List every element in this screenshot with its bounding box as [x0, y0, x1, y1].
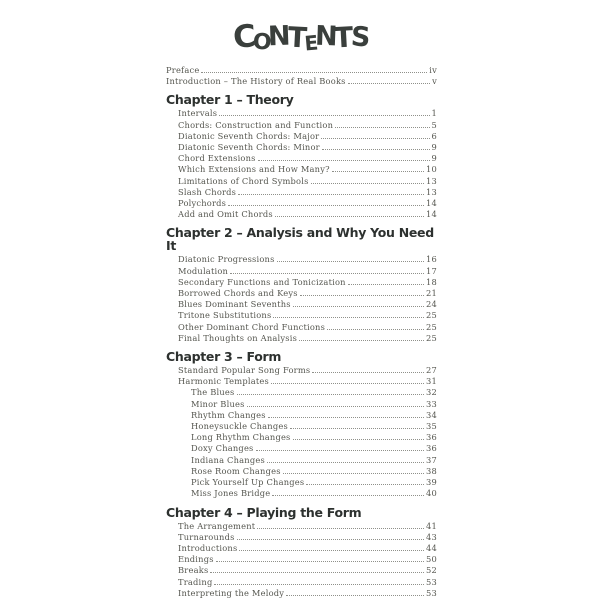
toc-entry-label: Secondary Functions and Tonicization — [178, 276, 346, 287]
toc-row — [166, 387, 437, 398]
toc-row — [166, 322, 437, 333]
toc-entry-label: The Blues — [191, 387, 235, 398]
chapter-sections — [166, 93, 437, 599]
dotted-leader — [267, 461, 424, 463]
dotted-leader — [237, 393, 425, 395]
toc-entry-label: Doxy Changes — [191, 443, 254, 454]
dotted-leader — [201, 71, 427, 73]
toc-page-number: 31 — [426, 376, 437, 387]
toc-row — [166, 455, 437, 466]
logo-letter: S — [349, 21, 372, 54]
toc-entry-label: Borrowed Chords and Keys — [178, 288, 298, 299]
toc-entry-label: Miss Jones Bridge — [191, 488, 271, 499]
dotted-leader — [300, 294, 424, 296]
toc-page-number: v — [432, 76, 437, 87]
toc-row — [166, 565, 437, 576]
dotted-leader — [306, 483, 424, 485]
toc-page-number: 25 — [426, 321, 437, 332]
dotted-leader — [322, 148, 430, 150]
dotted-leader — [348, 283, 424, 285]
dotted-leader — [230, 272, 424, 274]
toc-page-number: 21 — [426, 288, 437, 299]
logo-letter: C — [231, 18, 258, 56]
toc-page-number: 36 — [426, 432, 437, 443]
toc-page-number: 18 — [426, 276, 437, 287]
toc-row — [166, 421, 437, 432]
toc-entry-label: The Arrangement — [178, 520, 256, 531]
toc-row — [166, 153, 437, 164]
toc-page-number: 14 — [426, 209, 437, 220]
dotted-leader — [293, 305, 424, 307]
chapter-item-list — [166, 254, 437, 344]
toc-page-number: 13 — [426, 186, 437, 197]
dotted-leader — [335, 126, 429, 128]
dotted-leader — [268, 416, 424, 418]
chapter-title: Chapter 4 – Playing the Form — [166, 504, 362, 520]
chapter-item-list — [166, 108, 437, 220]
toc-entry-label: Introduction – The History of Real Books — [166, 76, 346, 87]
toc-entry-label: Tritone Substitutions — [178, 310, 272, 321]
dotted-leader — [290, 427, 424, 429]
toc-row — [166, 554, 437, 565]
toc-page-number: 36 — [426, 443, 437, 454]
toc-row — [166, 376, 437, 387]
logo-letter: T — [333, 20, 355, 55]
toc-page-number: 16 — [426, 254, 437, 265]
toc-entry-label: Diatonic Seventh Chords: Major — [178, 130, 320, 141]
toc-entry-label: Harmonic Templates — [178, 376, 269, 387]
toc-entry-label: Modulation — [178, 265, 229, 276]
toc-row — [166, 399, 437, 410]
front-matter-list — [166, 65, 437, 87]
toc-entry-label: Intervals — [178, 108, 218, 119]
dotted-leader — [332, 170, 424, 172]
toc-page-number: 53 — [426, 576, 437, 587]
toc-entry-label: Endings — [178, 554, 214, 565]
toc-row — [166, 443, 437, 454]
toc-row — [166, 466, 437, 477]
toc-entry-label: Turnarounds — [178, 531, 235, 542]
toc-entry-label: Interpreting the Melody — [178, 587, 285, 598]
toc-page-number: 43 — [426, 531, 437, 542]
toc-row — [166, 365, 437, 376]
toc-entry-label: Diatonic Progressions — [178, 254, 275, 265]
toc-page-number: 17 — [426, 265, 437, 276]
toc-page-number: 9 — [431, 153, 437, 164]
toc-row — [166, 488, 437, 499]
toc-page — [166, 20, 437, 599]
toc-page-number: 25 — [426, 310, 437, 321]
toc-page-number: 24 — [426, 299, 437, 310]
dotted-leader — [273, 316, 424, 318]
dotted-leader — [214, 583, 424, 585]
toc-row — [166, 521, 437, 532]
toc-row — [166, 288, 437, 299]
toc-page-number: 6 — [431, 130, 437, 141]
toc-page-number: 33 — [426, 398, 437, 409]
contents-logo — [166, 18, 437, 56]
chapter-title: Chapter 1 – Theory — [166, 92, 294, 108]
dotted-leader — [272, 494, 424, 496]
toc-row — [166, 310, 437, 321]
toc-entry-label: Slash Chords — [178, 186, 237, 197]
toc-page-number: 53 — [426, 587, 437, 598]
toc-row — [166, 76, 437, 87]
chapter-section — [166, 226, 437, 344]
toc-entry-label: Pick Yourself Up Changes — [191, 477, 305, 488]
toc-page-number: 9 — [431, 142, 437, 153]
toc-page-number: 10 — [426, 164, 437, 175]
toc-row — [166, 120, 437, 131]
dotted-leader — [277, 260, 424, 262]
toc-row — [166, 142, 437, 153]
toc-row — [166, 532, 437, 543]
toc-row — [166, 577, 437, 588]
toc-entry-label: Other Dominant Chord Functions — [178, 321, 326, 332]
toc-row — [166, 209, 437, 220]
toc-page-number: 37 — [426, 454, 437, 465]
toc-entry-label: Diatonic Seventh Chords: Minor — [178, 142, 320, 153]
toc-page-number: 35 — [426, 421, 437, 432]
dotted-leader — [228, 204, 424, 206]
toc-row — [166, 108, 437, 119]
toc-entry-label: Breaks — [178, 565, 209, 576]
toc-row — [166, 277, 437, 288]
toc-page-number: 27 — [426, 365, 437, 376]
toc-row — [166, 65, 437, 76]
toc-entry-label: Limitations of Chord Symbols — [178, 175, 309, 186]
dotted-leader — [210, 571, 424, 573]
dotted-leader — [312, 371, 424, 373]
toc-entry-label: Standard Popular Song Forms — [178, 365, 311, 376]
dotted-leader — [238, 193, 424, 195]
toc-row — [166, 477, 437, 488]
dotted-leader — [275, 215, 424, 217]
dotted-leader — [258, 159, 430, 161]
toc-page-number: 39 — [426, 477, 437, 488]
toc-page-number: 38 — [426, 465, 437, 476]
dotted-leader — [311, 182, 424, 184]
toc-row — [166, 266, 437, 277]
toc-page-number: iv — [429, 65, 437, 75]
toc-row — [166, 410, 437, 421]
toc-page-number: 14 — [426, 198, 437, 209]
toc-entry-label: Blues Dominant Sevenths — [178, 299, 291, 310]
toc-entry-label: Introductions — [178, 542, 238, 553]
chapter-section — [166, 506, 437, 599]
toc-page-number: 25 — [426, 332, 437, 343]
chapter-item-list — [166, 365, 437, 499]
toc-entry-label: Which Extensions and How Many? — [178, 164, 330, 175]
toc-row — [166, 176, 437, 187]
toc-row — [166, 432, 437, 443]
logo-letter: T — [287, 20, 308, 55]
toc-page-number: 34 — [426, 409, 437, 420]
logo-letter: E — [303, 30, 320, 56]
dotted-leader — [219, 114, 429, 116]
dotted-leader — [327, 328, 424, 330]
toc-page-number: 1 — [431, 108, 437, 119]
toc-entry-label: Preface — [166, 65, 200, 75]
dotted-leader — [239, 549, 424, 551]
toc-entry-label: Add and Omit Chords — [178, 209, 273, 220]
toc-entry-label: Final Thoughts on Analysis — [178, 332, 298, 343]
chapter-title: Chapter 2 – Analysis and Why You Need It — [166, 225, 434, 254]
toc-page-number: 13 — [426, 175, 437, 186]
dotted-leader — [348, 82, 430, 84]
dotted-leader — [321, 137, 429, 139]
toc-page-number: 52 — [426, 565, 437, 576]
logo-letter: N — [314, 20, 339, 53]
toc-entry-label: Rhythm Changes — [191, 409, 266, 420]
toc-entry-label: Chord Extensions — [178, 153, 256, 164]
toc-row — [166, 254, 437, 265]
dotted-leader — [286, 594, 424, 596]
chapter-section — [166, 93, 437, 220]
toc-entry-label: Polychords — [178, 198, 227, 209]
toc-page-number: 50 — [426, 554, 437, 565]
dotted-leader — [271, 382, 424, 384]
toc-page-number: 32 — [426, 387, 437, 398]
toc-entry-label: Minor Blues — [191, 398, 245, 409]
toc-row — [166, 131, 437, 142]
dotted-leader — [247, 405, 424, 407]
dotted-leader — [299, 339, 424, 341]
toc-entry-label: Indiana Changes — [191, 454, 265, 465]
toc-row — [166, 543, 437, 554]
dotted-leader — [256, 449, 425, 451]
toc-row — [166, 187, 437, 198]
chapter-item-list — [166, 521, 437, 599]
toc-entry-label: Rose Room Changes — [191, 465, 281, 476]
toc-page-number: 40 — [426, 488, 437, 499]
toc-page-number: 5 — [431, 119, 437, 130]
dotted-leader — [283, 472, 424, 474]
toc-page-number: 41 — [426, 520, 437, 531]
chapter-section — [166, 350, 437, 499]
dotted-leader — [237, 538, 424, 540]
toc-entry-label: Long Rhythm Changes — [191, 432, 291, 443]
dotted-leader — [293, 438, 425, 440]
toc-row — [166, 299, 437, 310]
toc-page-number: 44 — [426, 542, 437, 553]
dotted-leader — [216, 560, 424, 562]
toc-entry-label: Chords: Construction and Function — [178, 119, 334, 130]
chapter-title: Chapter 3 – Form — [166, 349, 282, 365]
toc-entry-label: Trading — [178, 576, 213, 587]
toc-row — [166, 198, 437, 209]
toc-row — [166, 333, 437, 344]
toc-row — [166, 164, 437, 175]
toc-entry-label: Honeysuckle Changes — [191, 421, 288, 432]
toc-row — [166, 588, 437, 599]
logo-letter: O — [251, 29, 273, 56]
logo-letter: N — [267, 20, 292, 53]
dotted-leader — [257, 527, 424, 529]
